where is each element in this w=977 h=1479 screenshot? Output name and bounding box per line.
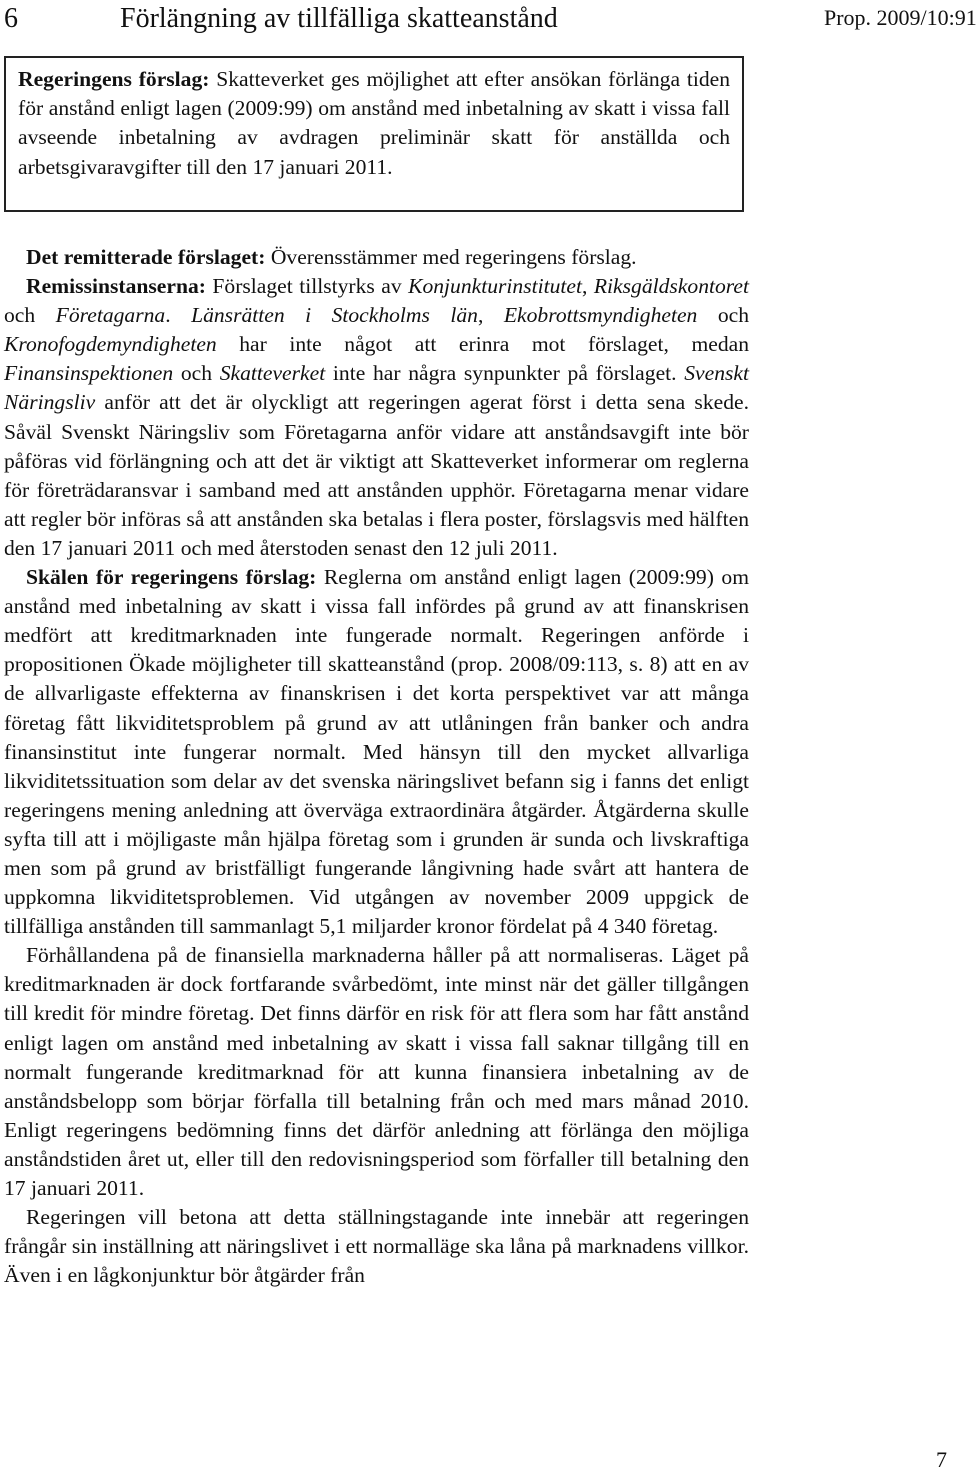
text-run: , [477,303,504,328]
consultation-lead: Remissinstanserna: [26,274,206,299]
text-run: inte har några synpunkter på förslaget. [325,361,685,386]
organisation-name: Finansinspektionen [4,361,174,386]
organisation-name: Skatteverket [219,361,326,386]
organisation-name: Kronofogdemyndigheten [4,332,217,357]
remitted-proposal-paragraph [4,243,749,272]
reasons-lead: Skälen för regeringens förslag: [26,565,317,590]
text-run: och [4,303,56,328]
document-body [4,243,749,1290]
organisation-name: Länsrätten i Stockholms län [191,303,478,328]
organisation-name: Konjunkturinstitutet [408,274,583,299]
organisation-name: Svenskt Näringsliv [4,361,749,415]
organisation-name: Företagarna [55,303,166,328]
text-run: och [173,361,220,386]
text-run: har inte något att erinra mot förslaget, medan [216,332,749,357]
organisation-name: Ekobrottsmyndigheten [503,303,698,328]
page-number: 7 [936,1447,947,1472]
chapter-title: Förlängning av tillfälliga skatteanstånd [120,3,558,34]
proposal-summary-text [18,65,730,182]
chapter-number: 6 [4,3,18,34]
text-run: och [697,303,749,328]
proposition-reference: Prop. 2009/10:91 [824,5,977,30]
remitted-body: Överensstämmer med regeringens förslag. [265,245,637,269]
reasons-body: Reglerna om anstånd enligt lagen (2009:99) om anstånd med inbetalning av skatt i vissa fall infördes på grund av att finanskrisen medfört att kreditmarknaden inte fungerade normalt. Regeringen anförde i propositionen Ökade möjligheter till skatteanstånd (prop. 2008/09:113, s. 8) att en av de allvarligaste effekterna av finanskrisen i det korta perspektivet var att många företag fått likviditetsproblem på grund av att utlåningen från banker och andra finansinstitut inte fungerar normalt. Med hänsyn till den mycket allvarliga likviditetssituation som delar av det svenska näringslivet befann sig i fanns det enligt regeringens mening anledning att överväga extraordinära åtgärder. Åtgärderna skulle syfta till att i möjligaste mån hjälpa företag som i grunden är sunda och livskraftiga men som på grund av bristfälligt fungerande långivning hade svårt att hantera de uppkomna likviditetsproblemen. Vid utgången av november 2009 uppgick de tillfälliga anstånden till sammanlagt 5,1 miljarder kronor fördelat på 4 340 företag. [4,565,749,939]
consultation-bodies-paragraph [4,272,749,563]
text-run: anför att det är olyckligt att regeringen agerat först i detta sena skede. Såväl Svenskt Näringsliv som Företagarna anför vidare att anståndsavgift inte bör påföras vid förlängning och att det är viktigt att Skatteverket informerar om reglerna för företrädaransvar i samband med att anstånden upphör. Företagarna menar vidare att regler bör införas så att anstånden ska betalas i flera poster, förslagsvis med hälften den 17 januari 2011 och med återstoden senast den 12 juli 2011. [4,390,749,560]
remitted-lead: Det remitterade förslaget: [26,245,266,269]
summary-body: Skatteverket ges möjlighet att efter ansökan förlänga tiden för anstånd enligt lagen (2009:99) om anstånd med inbetalning av skatt i vissa fall avseende inbetalning av avdragen preliminär skatt för anställda och arbetsgivaravgifter till den 17 januari 2011. [18,67,730,179]
government-position-paragraph: Regeringen vill betona att detta ställningstagande inte innebär att regeringen frångår sin inställning att näringslivet i ett normalläge ska låna på marknadens villkor. Även i en lågkonjunktur bör åtgärder från [4,1205,749,1288]
summary-lead: Regeringens förslag: [18,67,210,91]
reasons-paragraph [4,563,749,941]
text-run: Förslaget tillstyrks av [205,274,409,299]
proposal-summary-box [4,56,744,212]
organisation-name: Riksgäldskontoret [593,274,749,299]
text-run: . [165,303,192,328]
text-run: , [582,274,594,299]
market-conditions-paragraph: Förhållandena på de finansiella marknaderna håller på att normaliseras. Läget på kreditmarknaden är dock fortfarande svårbedömt, inte minst när det gäller tillgången till kredit för mindre företag. Det finns därför en risk för att flera som har fått anstånd enligt lagen om anstånd med inbetalning av skatt i vissa fall saknar tillgång till en normalt fungerande kreditmarknad för att kunna finansiera inbetalning av de anståndsbelopp som börjar förfalla till betalning från och med mars månad 2010. Enligt regeringens bedömning finns det därför anledning att förlänga den möjliga anståndstiden året ut, eller till den redovisningsperiod som förfaller till betalning den 17 januari 2011. [4,943,749,1200]
